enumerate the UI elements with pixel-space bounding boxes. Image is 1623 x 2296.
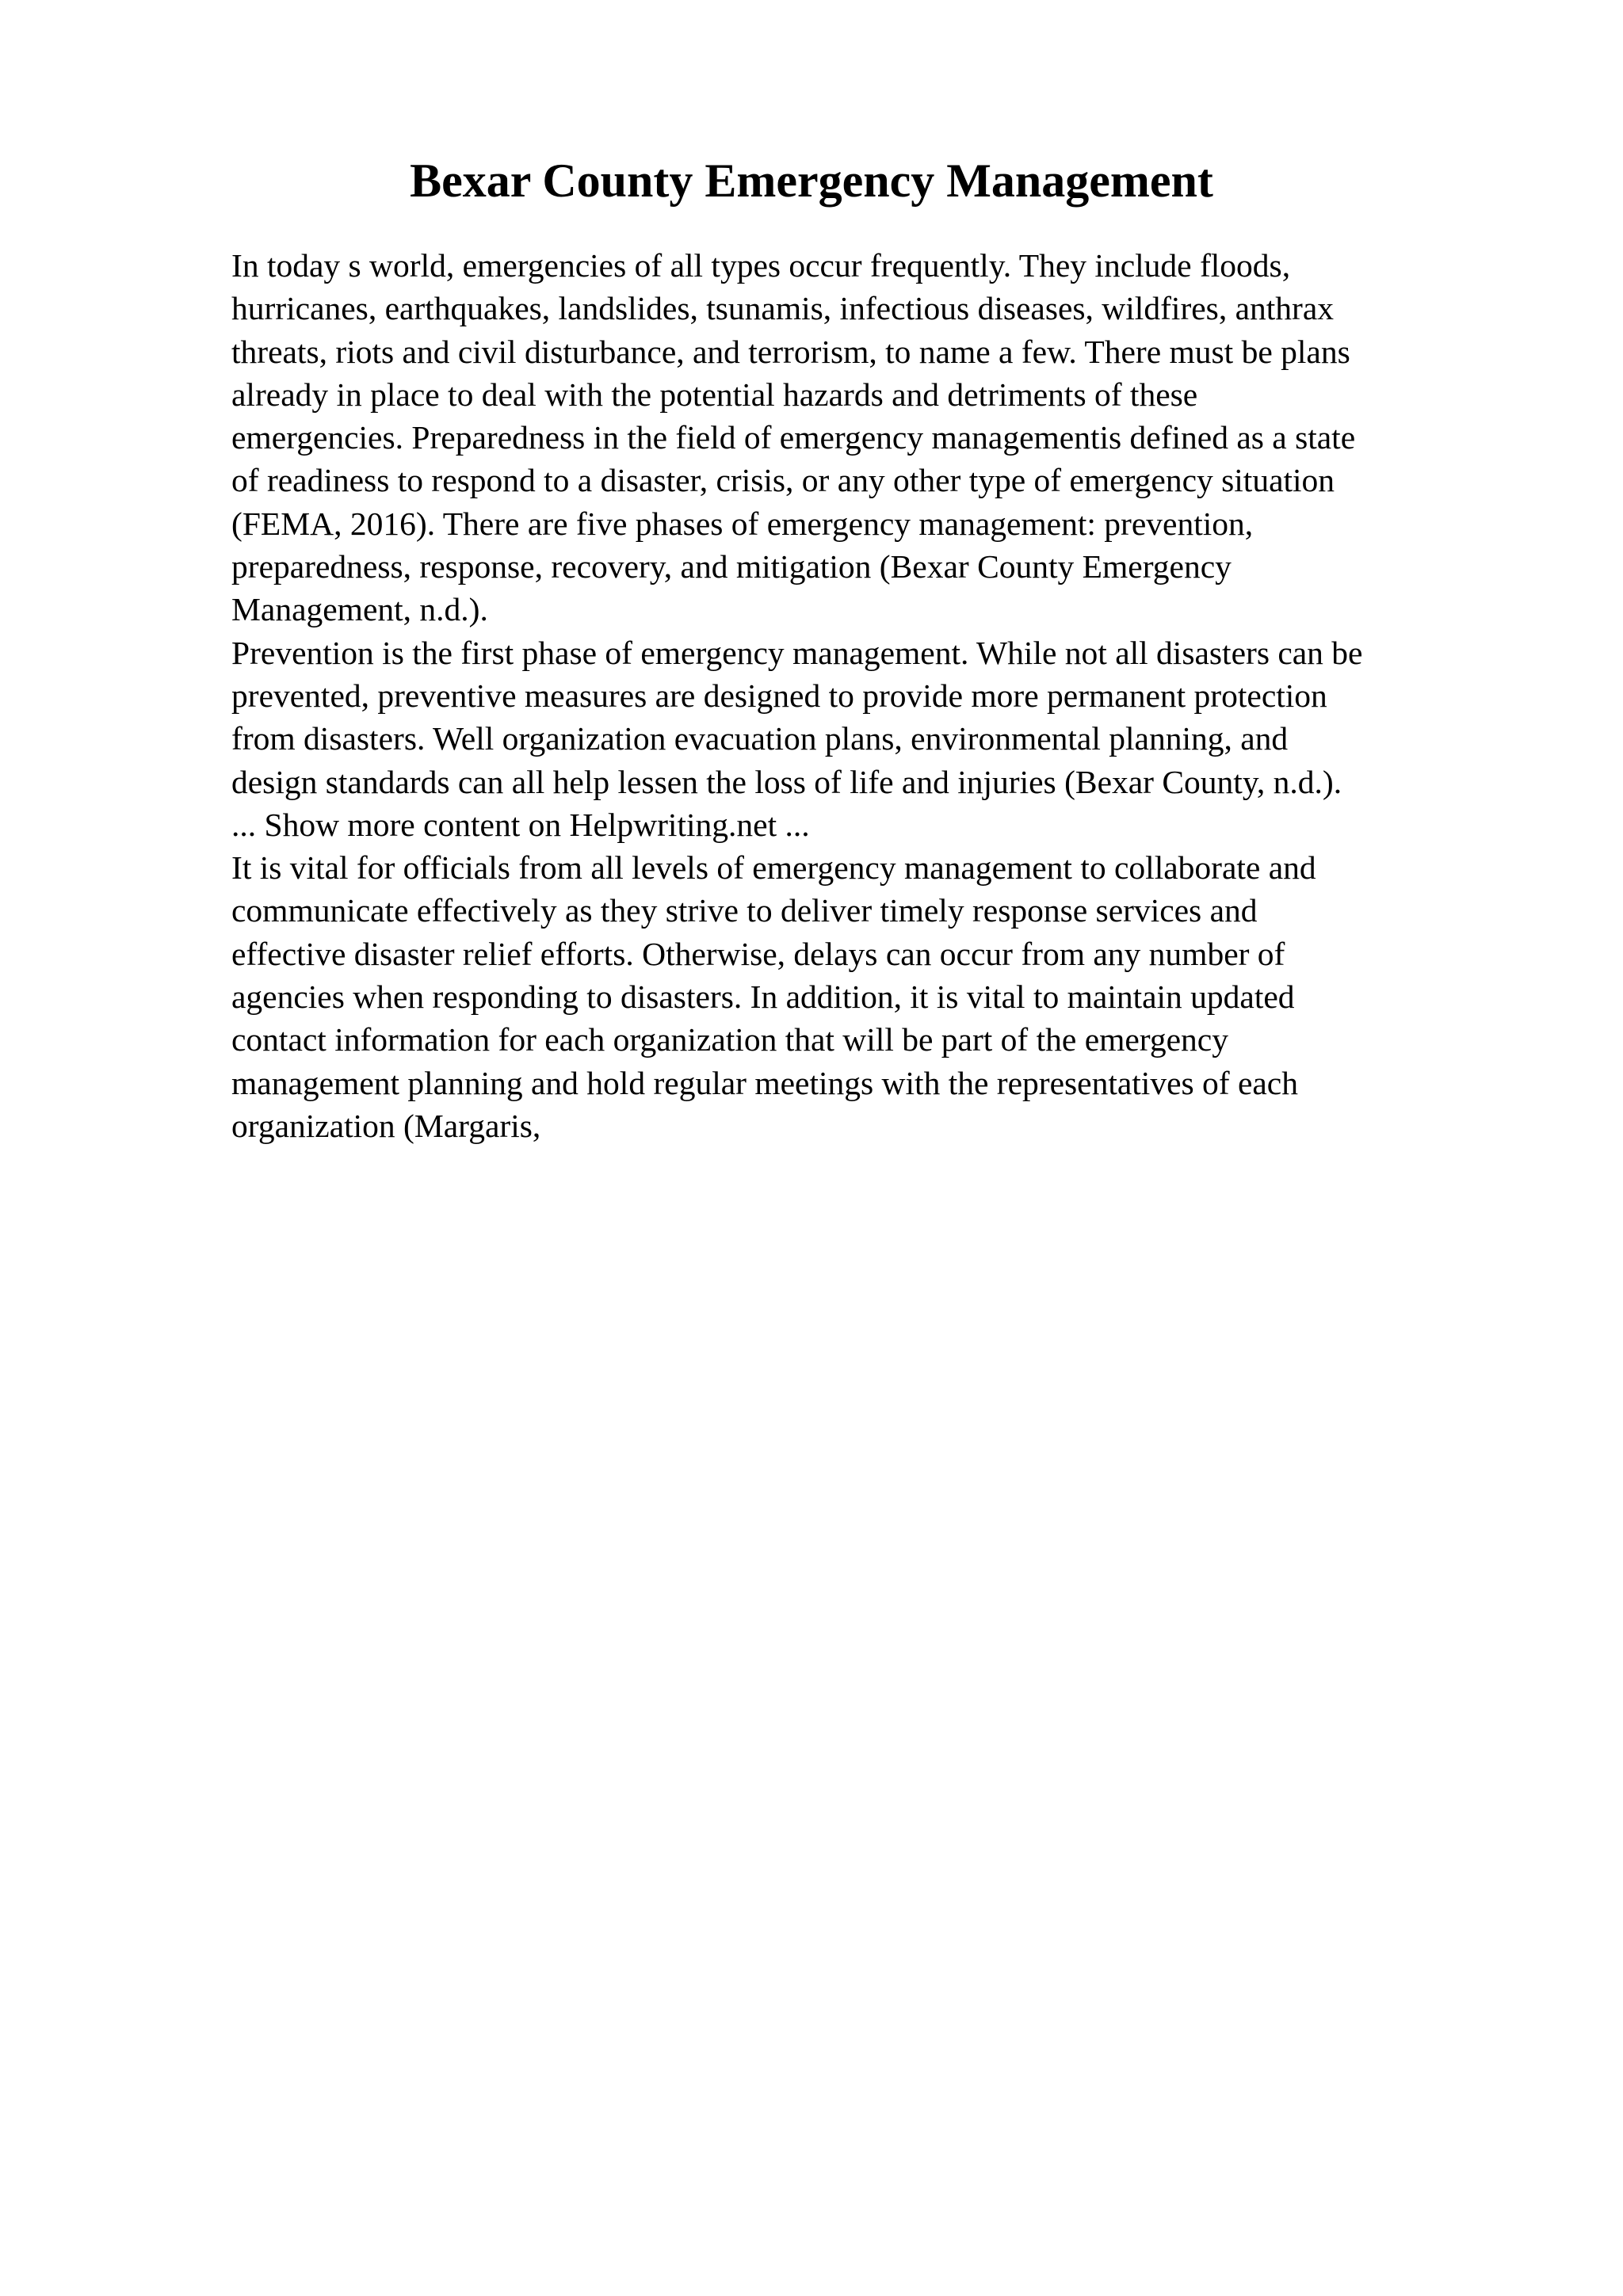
body-line: hurricanes, earthquakes, landslides, tsunamis, infectious diseases, wildfires, anthrax — [231, 290, 1335, 327]
body-line: communicate effectively as they strive to deliver timely response services and — [231, 892, 1258, 929]
body-line: contact information for each organization that will be part of the emergency — [231, 1021, 1228, 1058]
body-line: organization (Margaris, — [231, 1107, 541, 1144]
body-line: prevented, preventive measures are designed to provide more permanent protection — [231, 677, 1327, 714]
body-line: emergencies. Preparedness in the field of emergency managementis defined as a state — [231, 419, 1356, 456]
body-line: (FEMA, 2016). There are five phases of emergency management: prevention, — [231, 505, 1254, 542]
body-line: Management, n.d.). — [231, 591, 488, 628]
body-line: design standards can all help lessen the loss of life and injuries (Bexar County, n.d.). — [231, 763, 1342, 800]
body-line: management planning and hold regular meetings with the representatives of each — [231, 1064, 1298, 1101]
document-title: Bexar County Emergency Management — [410, 154, 1213, 207]
body-line: effective disaster relief efforts. Otherwise, delays can occur from any number of — [231, 935, 1285, 972]
show-more-line: ... Show more content on Helpwriting.net ... — [231, 806, 810, 843]
document-body — [231, 244, 1515, 1147]
body-line: preparedness, response, recovery, and mitigation (Bexar County Emergency — [231, 548, 1232, 585]
body-line: threats, riots and civil disturbance, and terrorism, to name a few. There must be plans — [231, 333, 1350, 370]
body-line: already in place to deal with the potential hazards and detriments of these — [231, 376, 1198, 413]
body-line: agencies when responding to disasters. In addition, it is vital to maintain updated — [231, 978, 1295, 1016]
body-line: Prevention is the first phase of emergency management. While not all disasters can be — [231, 634, 1363, 671]
body-line: It is vital for officials from all levels of emergency management to collaborate and — [231, 849, 1316, 887]
body-line: from disasters. Well organization evacuation plans, environmental planning, and — [231, 720, 1289, 757]
body-line: In today s world, emergencies of all types occur frequently. They include floods, — [231, 247, 1291, 284]
body-line: of readiness to respond to a disaster, crisis, or any other type of emergency situation — [231, 462, 1335, 499]
